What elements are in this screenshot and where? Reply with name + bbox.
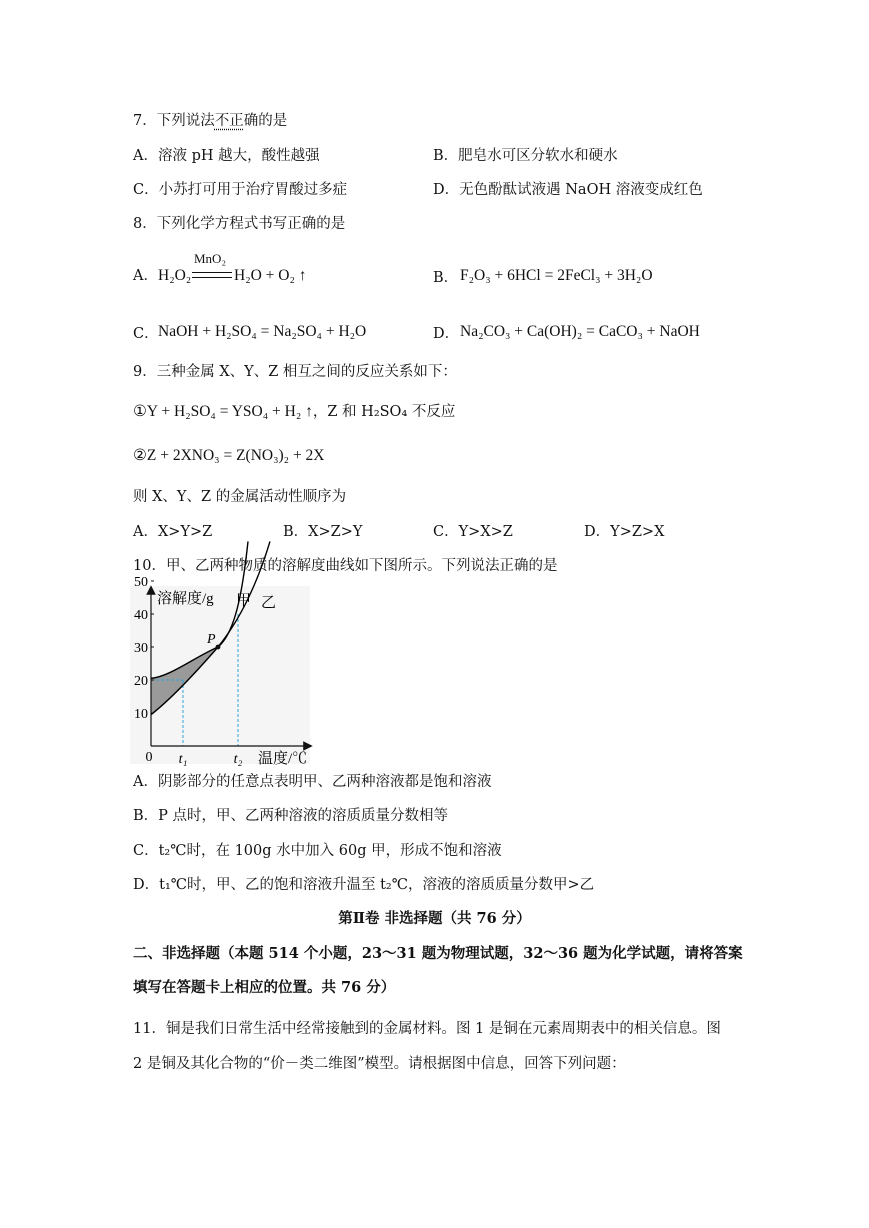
q8-option-a-left: H₂O₂ [158,267,192,284]
y-tick-label: 20 [134,674,148,689]
y-tick-label: 30 [134,641,148,656]
q11-line2: 2 是铜及其化合物的“价－类二维图”模型。请根据图中信息，回答下列问题： [133,1056,626,1072]
q9-option-c: C．Y>X>Z [433,524,513,540]
q9-reaction-1-note: ，Z 和 H₂SO₄ 不反应 [312,404,456,420]
q8-option-c-eq: NaOH + H₂SO₄ = Na₂SO₄ + H₂O [158,323,367,340]
solubility-chart [130,575,330,767]
q8-option-a-reaction-arrow [192,272,232,278]
q7-option-a: A．溶液 pH 越大，酸性越强 [133,148,320,164]
q8-option-a-catalyst: MnO₂ [194,251,226,266]
q10-option-d: D．t₁℃时，甲、乙的饱和溶液升温至 t₂℃，溶液的溶质质量分数甲>乙 [133,877,595,893]
q8-option-d-eq: Na₂CO₃ + Ca(OH)₂ = CaCO₃ + NaOH [460,323,700,340]
q7-option-d: D．无色酚酞试液遇 NaOH 溶液变成红色 [433,182,703,198]
q8-option-b-eq: F₂O₃ + 6HCl = 2FeCl₃ + 3H₂O [460,267,653,284]
q9-option-d: D．Y>Z>X [584,524,665,540]
q9-reaction-1-eq: ①Y + H₂SO₄ = YSO₄ + H₂ ↑ [133,403,313,420]
q8-option-b-label: B． [433,270,459,286]
q10-option-a: A．阴影部分的任意点表明甲、乙两种溶液都是饱和溶液 [133,774,492,790]
y-tick-label: 40 [134,608,148,623]
q7-stem [133,111,287,131]
section2-instruction-line1: 二、非选择题（本题 514 个小题，23～31 题为物理试题，32～36 题为化学试题，请将答案 [133,945,743,962]
section2-title: 第Ⅱ卷 非选择题（共 76 分） [338,910,531,927]
q10-stem: 10．甲、乙两种物质的溶解度曲线如下图所示。下列说法正确的是 [133,558,558,574]
q8-option-d-label: D． [433,326,460,342]
q8-stem: 8．下列化学方程式书写正确的是 [133,216,346,232]
series-label-yi: 乙 [261,595,277,611]
q9-reaction-2: ②Z + 2XNO₃ = Z(NO₃)₂ + 2X [133,447,325,464]
q7-stem-part1: 7．下列说法 [133,113,215,129]
x-tick-label: t₂ [233,752,243,767]
x-axis-label: 温度/℃ [258,751,308,767]
q7-stem-emphasis: 不正 [214,113,244,129]
q9-reaction-1 [133,402,455,422]
q8-option-a-right: H₂O + O₂ ↑ [234,267,307,284]
q8-option-a-label: A． [133,268,158,284]
q9-stem: 9．三种金属 X、Y、Z 相互之间的反应关系如下： [133,364,457,380]
q11-line1: 11．铜是我们日常生活中经常接触到的金属材料。图 1 是铜在元素周期表中的相关信息。图 [133,1021,721,1037]
q10-option-c: C．t₂℃时，在 100g 水中加入 60g 甲，形成不饱和溶液 [133,843,502,859]
y-tick-label: 10 [134,707,148,722]
q9-option-b: B．X>Z>Y [283,524,363,540]
q7-option-c: C．小苏打可用于治疗胃酸过多症 [133,182,348,198]
point-p-label: P [207,632,216,647]
q8-option-c-label: C． [133,326,159,342]
y-axis-label: 溶解度/g [157,591,214,607]
q7-stem-part2: 确的是 [243,113,288,129]
y-tick-label: 50 [134,575,148,590]
x-tick-label: t₁ [178,752,188,767]
x-tick-label: 0 [145,750,153,765]
q10-option-b: B．P 点时，甲、乙两种溶液的溶质质量分数相等 [133,808,449,824]
q9-ask: 则 X、Y、Z 的金属活动性顺序为 [133,489,347,505]
series-label-jia: 甲 [236,593,252,609]
point-p [216,645,221,650]
section2-instruction-line2: 填写在答题卡上相应的位置。共 76 分） [133,979,396,996]
q7-option-b: B．肥皂水可区分软水和硬水 [433,148,618,164]
chart-background [130,586,310,764]
q9-option-a: A．X>Y>Z [133,524,213,540]
